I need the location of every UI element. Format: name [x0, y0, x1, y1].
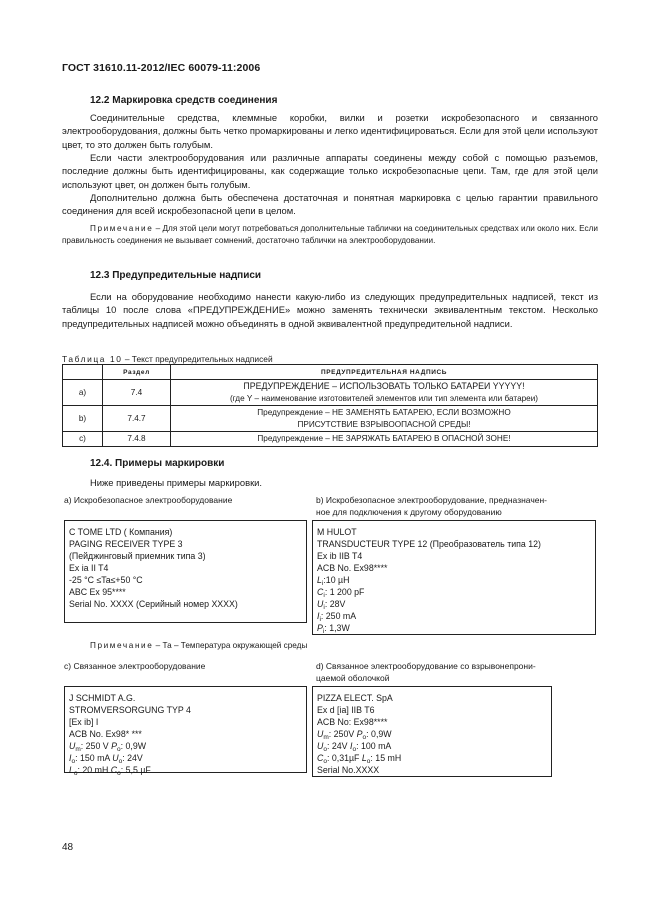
table-row — [63, 432, 598, 447]
marking-line: PAGING RECEIVER TYPE 3 — [69, 539, 183, 549]
example-a-label: а) Искробезопасное электрооборудование — [64, 495, 233, 505]
section-12-4-intro: Ниже приведены примеры маркировки. — [90, 477, 263, 488]
marking-line: -25 °С ≤Ta≤+50 °С — [69, 575, 143, 585]
marking-line: TRANSDUCTEUR TYPE 12 (Преобразователь типа 12) — [317, 539, 541, 549]
example-c-marking-box — [64, 686, 307, 777]
marking-line: STROMVERSORGUNG TYP 4 — [69, 705, 191, 715]
marking-line: [Ex ib] I — [69, 717, 99, 727]
section-12-2-title: 12.2 Маркировка средств соединения — [90, 95, 278, 106]
marking-line: ACB No. Ex98* *** — [69, 729, 142, 739]
table-row — [63, 406, 598, 432]
row-item: b) — [63, 406, 103, 432]
row-section: 7.4.7 — [103, 406, 171, 432]
marking-line: ABC Ex 95**** — [69, 587, 126, 597]
marking-line: $U_o$: 24V $I_o$: 100 mA — [317, 741, 392, 753]
section-12-2-para2: Если части электрооборудования или различные аппараты соединены между собой с помощью разъемов, последние должны быть идентифицированы, как содержащие только искробезопасные цепи. Там, где для этой цели используют цвет, он должен быть голубым. — [62, 152, 598, 190]
marking-line: ACB No: Ex98**** — [317, 717, 388, 727]
row-item: a) — [63, 380, 103, 406]
row-section: 7.4.8 — [103, 432, 171, 447]
section-12-2-para3: Дополнительно должна быть обеспечена достаточная и понятная маркировка с целью гарантии правильного соединения для всей искробезопасной цепи в целом. — [62, 192, 598, 217]
marking-line: $U_m$: 250 V $P_o$: 0,9W — [69, 741, 147, 753]
marking-line: Serial No. XXXX (Серийный номер XXXX) — [69, 599, 238, 609]
marking-line: $P_i$: 1,3W — [317, 623, 350, 635]
example-d-label: d) Связанное электрооборудование со взрывонепрони- цаемой оболочкой — [316, 661, 536, 683]
row-item: c) — [63, 432, 103, 447]
standard-header: ГОСТ 31610.11-2012/IEC 60079-11:2006 — [62, 62, 261, 74]
marking-line: Ex ib IIB T4 — [317, 551, 363, 561]
example-c-label: с) Связанное электрооборудование — [64, 661, 206, 671]
page-number: 48 — [62, 842, 74, 853]
marking-line: Ex d [ia] IIB T6 — [317, 705, 375, 715]
section-12-3-para: Если на оборудование необходимо нанести какую-либо из следующих предупредительных надписей, текст из таблицы 10 после слова «ПРЕДУПРЕЖДЕНИЕ» можно заменять технически эквивалентным текстом. Несколько предупредительных надписей можно объединять в одной эквивалентной предупредительной надписи. — [62, 291, 598, 329]
table-header-section: Раздел — [103, 365, 171, 380]
table-header-blank — [63, 365, 103, 380]
marking-line: $C_o$: 0,31µF $L_o$: 15 mH — [317, 753, 402, 765]
table-10 — [62, 364, 598, 447]
section-12-2-note: Примечание – Для этой цели могут потребоваться дополнительные таблички на соединительных средствах или около них. Если правильность соединения не вызывает сомнений, достаточно таблички на электрооборудовании. — [62, 224, 598, 245]
section-12-4-note: Примечание – Та – Температура окружающей среды — [90, 641, 308, 650]
note-label: Примечание — [90, 224, 154, 233]
section-12-4-title: 12.4. Примеры маркировки — [90, 458, 225, 469]
row-warning: Предупреждение – НЕ ЗАРЯЖАТЬ БАТАРЕЮ В ОПАСНОЙ ЗОНЕ! — [171, 432, 598, 447]
marking-line: $L_o$: 20 mH $C_o$: 5,5 µF — [69, 765, 151, 777]
marking-line: $I_i$: 250 mA — [317, 611, 357, 623]
table-header-warning: ПРЕДУПРЕДИТЕЛЬНАЯ НАДПИСЬ — [171, 365, 598, 380]
marking-line: (Пейджинговый приемник типа 3) — [69, 551, 206, 561]
marking-line: C TOME LTD ( Компания) — [69, 527, 173, 537]
table-10-caption: Таблица 10 – Текст предупредительных надписей — [62, 354, 273, 364]
marking-line: Serial No.XXXX — [317, 765, 380, 775]
section-12-3-title: 12.3 Предупредительные надписи — [90, 270, 262, 281]
marking-line: J SCHMIDT A.G. — [69, 693, 136, 703]
marking-line: $U_m$: 250V $P_o$: 0,9W — [317, 729, 392, 741]
marking-line: $I_o$: 150 mA $U_o$: 24V — [69, 753, 143, 765]
row-warning: Предупреждение – НЕ ЗАМЕНЯТЬ БАТАРЕЮ, ЕСЛИ ВОЗМОЖНО ПРИСУТСТВИЕ ВЗРЫВООПАСНОЙ СРЕДЫ! — [171, 406, 598, 432]
example-a-marking-box — [64, 520, 307, 623]
marking-line: Ex ia II T4 — [69, 563, 109, 573]
marking-line: M HULOT — [317, 527, 357, 537]
table-row — [63, 380, 598, 406]
section-12-2-para1: Соединительные средства, клеммные коробки, вилки и розетки искробезопасного и связанного электрооборудования, должны быть четко промаркированы и легко идентифицироваться. Если для этой цели используют цвет, то это должен быть голубым. — [62, 112, 598, 150]
marking-line: ACB No. Ex98**** — [317, 563, 388, 573]
table-header-row — [63, 365, 598, 380]
marking-line: PIZZA ELECT. SpA — [317, 693, 393, 703]
marking-line: $L_i:10$ µH — [317, 575, 350, 587]
example-d-marking-box — [312, 686, 552, 777]
example-b-marking-box — [312, 520, 596, 635]
example-b-label: b) Искробезопасное электрооборудование, предназначен- ное для подключения к другому оборудованию — [316, 495, 548, 517]
row-section: 7.4 — [103, 380, 171, 406]
marking-line: $U_i$: 28V — [317, 599, 346, 611]
row-warning: ПРЕДУПРЕЖДЕНИЕ – ИСПОЛЬЗОВАТЬ ТОЛЬКО БАТАРЕИ YYYYY! (где Y – наименование изготовителей элементов или тип элемента или батареи) — [171, 380, 598, 406]
marking-line: $C_i$: 1 200 pF — [317, 587, 365, 599]
